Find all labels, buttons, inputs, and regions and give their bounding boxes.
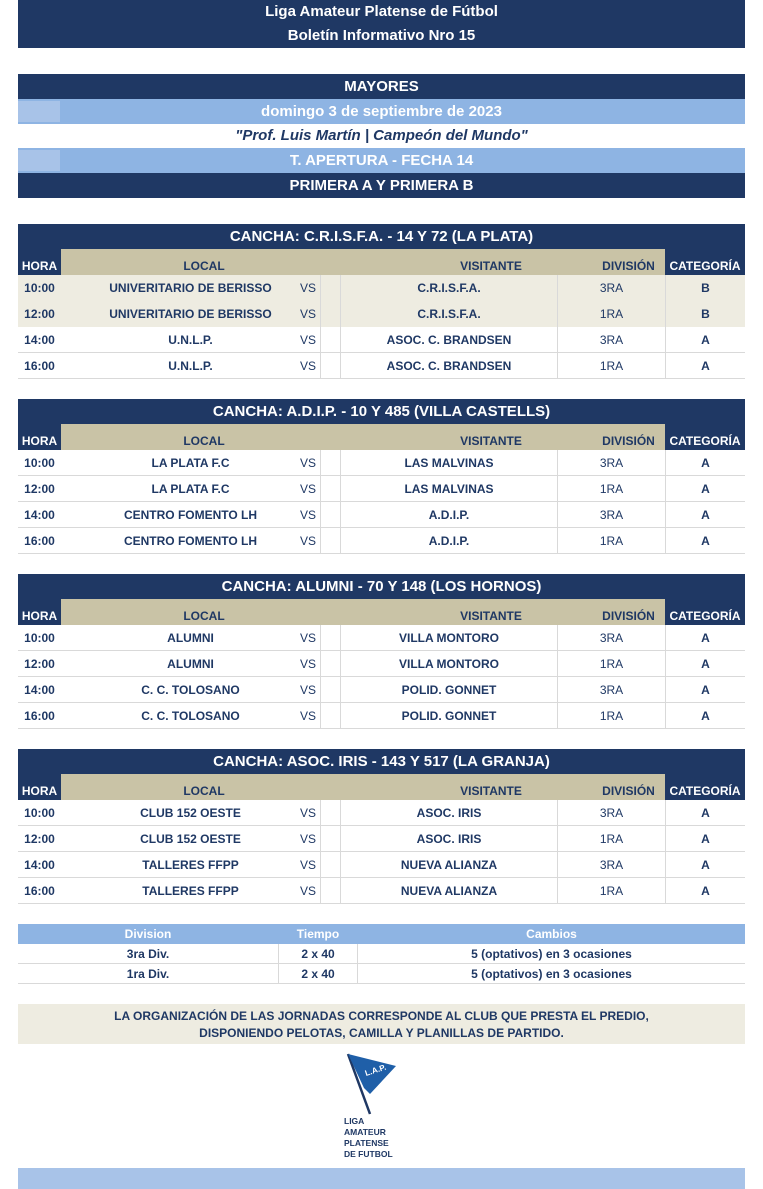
legend-division-header: Division [124, 927, 172, 941]
vs-label: VS [299, 709, 316, 723]
vs-label: VS [299, 832, 316, 846]
organization-note [18, 1004, 745, 1044]
match-category: A [665, 625, 745, 651]
venue-title: CANCHA: C.R.I.S.F.A. - 14 Y 72 (LA PLATA) [18, 224, 745, 249]
match-time: 12:00 [24, 832, 55, 846]
away-team: NUEVA ALIANZA [340, 852, 558, 878]
col-hora: HORA [18, 774, 61, 800]
match-time: 12:00 [24, 657, 55, 671]
match-division: 1RA [599, 534, 624, 548]
match-time: 14:00 [24, 508, 55, 522]
venue-table [18, 574, 745, 729]
match-time: 16:00 [24, 534, 55, 548]
home-team: LA PLATA F.C [61, 450, 321, 476]
match-row [18, 502, 745, 528]
vs-label: VS [299, 534, 316, 548]
col-hora: HORA [18, 599, 61, 625]
match-category: A [665, 502, 745, 528]
match-category: A [665, 852, 745, 878]
home-team: C. C. TOLOSANO [61, 677, 321, 703]
column-header-row [18, 599, 745, 625]
legend-cambios-header: Cambios [526, 927, 577, 941]
match-division: 3RA [599, 333, 624, 347]
bulletin-header [18, 0, 745, 48]
match-category: A [665, 327, 745, 353]
match-row [18, 301, 745, 327]
home-team: TALLERES FFPP [61, 878, 321, 904]
vs-label: VS [299, 359, 316, 373]
match-category: A [665, 450, 745, 476]
vs-label: VS [299, 456, 316, 470]
away-team: LAS MALVINAS [340, 450, 558, 476]
legend-tiempo-header: Tiempo [296, 927, 340, 941]
match-category: A [665, 677, 745, 703]
logo-text-line: DE FUTBOL [344, 1149, 393, 1159]
away-team: C.R.I.S.F.A. [340, 275, 558, 301]
away-team: A.D.I.P. [340, 528, 558, 554]
bulletin-number: Boletín Informativo Nro 15 [287, 27, 476, 44]
note-line: LA ORGANIZACIÓN DE LAS JORNADAS CORRESPONDE AL CLUB QUE PRESTA EL PREDIO, [114, 1009, 649, 1023]
match-row [18, 353, 745, 379]
vs-label: VS [299, 281, 316, 295]
match-division: 1RA [599, 307, 624, 321]
dedication: "Prof. Luis Martín | Campeón del Mundo" [18, 124, 745, 148]
match-row [18, 677, 745, 703]
col-hora: HORA [18, 424, 61, 450]
home-team: CLUB 152 OESTE [61, 826, 321, 852]
home-team: U.N.L.P. [61, 353, 321, 379]
band-tab [18, 150, 60, 171]
col-local: LOCAL [183, 784, 225, 798]
home-team: U.N.L.P. [61, 327, 321, 353]
match-row [18, 275, 745, 301]
logo-flag-text: L.A.P. [363, 1062, 388, 1078]
date-band [18, 99, 745, 124]
match-row [18, 450, 745, 476]
match-row [18, 528, 745, 554]
venue-table [18, 224, 745, 379]
legend-division: 1ra Div. [126, 967, 170, 981]
match-division: 1RA [599, 359, 624, 373]
legend-header [18, 924, 745, 944]
home-team: C. C. TOLOSANO [61, 703, 321, 729]
match-category: A [665, 651, 745, 677]
away-team: ASOC. C. BRANDSEN [340, 327, 558, 353]
col-categoria: CATEGORÍA [665, 599, 745, 625]
match-category: B [665, 275, 745, 301]
category-title: PRIMERA A Y PRIMERA B [18, 173, 745, 198]
away-team: LAS MALVINAS [340, 476, 558, 502]
match-category: A [665, 528, 745, 554]
match-division: 1RA [599, 482, 624, 496]
logo-text-line: AMATEUR [344, 1127, 386, 1137]
col-visitante: VISITANTE [460, 609, 522, 623]
section-title: MAYORES [18, 74, 745, 99]
match-time: 16:00 [24, 884, 55, 898]
logo-text-line: LIGA [344, 1116, 365, 1126]
col-categoria: CATEGORÍA [665, 249, 745, 275]
match-time: 16:00 [24, 359, 55, 373]
col-header-band [61, 774, 665, 800]
venue-table [18, 399, 745, 554]
match-division: 3RA [599, 631, 624, 645]
match-time: 12:00 [24, 482, 55, 496]
col-local: LOCAL [183, 259, 225, 273]
footer-band [18, 1168, 745, 1189]
legend-row [18, 964, 745, 984]
tournament-round: T. APERTURA - FECHA 14 [289, 152, 474, 169]
match-division: 3RA [599, 456, 624, 470]
match-row [18, 703, 745, 729]
vs-label: VS [299, 858, 316, 872]
home-team: LA PLATA F.C [61, 476, 321, 502]
legend-cambios: 5 (optativos) en 3 ocasiones [471, 947, 632, 961]
match-category: B [665, 301, 745, 327]
match-division: 3RA [599, 806, 624, 820]
match-row [18, 476, 745, 502]
match-division: 3RA [599, 858, 624, 872]
match-row [18, 800, 745, 826]
match-row [18, 625, 745, 651]
venue-title: CANCHA: A.D.I.P. - 10 Y 485 (VILLA CASTELLS) [18, 399, 745, 424]
vs-label: VS [299, 482, 316, 496]
away-team: VILLA MONTORO [340, 651, 558, 677]
col-division: DIVISIÓN [602, 609, 655, 623]
match-time: 10:00 [24, 806, 55, 820]
match-category: A [665, 878, 745, 904]
legend-division: 3ra Div. [126, 947, 170, 961]
league-name: Liga Amateur Platense de Fútbol [265, 3, 498, 20]
vs-label: VS [299, 307, 316, 321]
away-team: C.R.I.S.F.A. [340, 301, 558, 327]
home-team: ALUMNI [61, 625, 321, 651]
venue-title: CANCHA: ASOC. IRIS - 143 Y 517 (LA GRANJA) [18, 749, 745, 774]
away-team: POLID. GONNET [340, 703, 558, 729]
col-header-band [61, 599, 665, 625]
away-team: ASOC. IRIS [340, 826, 558, 852]
col-division: DIVISIÓN [602, 259, 655, 273]
col-local: LOCAL [183, 434, 225, 448]
match-division: 3RA [599, 683, 624, 697]
logo-text-line: PLATENSE [344, 1138, 389, 1148]
vs-label: VS [299, 884, 316, 898]
band-tab [18, 101, 60, 122]
home-team: CLUB 152 OESTE [61, 800, 321, 826]
tournament-band [18, 148, 745, 173]
match-row [18, 852, 745, 878]
away-team: ASOC. C. BRANDSEN [340, 353, 558, 379]
col-categoria: CATEGORÍA [665, 424, 745, 450]
home-team: UNIVERITARIO DE BERISSO [61, 275, 321, 301]
col-local: LOCAL [183, 609, 225, 623]
col-header-band [61, 249, 665, 275]
match-category: A [665, 353, 745, 379]
vs-label: VS [299, 657, 316, 671]
col-header-band [61, 424, 665, 450]
match-division: 1RA [599, 884, 624, 898]
legend-row [18, 944, 745, 964]
match-row [18, 878, 745, 904]
away-team: VILLA MONTORO [340, 625, 558, 651]
home-team: TALLERES FFPP [61, 852, 321, 878]
match-division: 1RA [599, 832, 624, 846]
league-logo [340, 1052, 404, 1164]
column-header-row [18, 249, 745, 275]
rules-legend [18, 924, 745, 984]
vs-label: VS [299, 508, 316, 522]
match-row [18, 327, 745, 353]
match-time: 10:00 [24, 281, 55, 295]
match-division: 1RA [599, 709, 624, 723]
legend-cambios: 5 (optativos) en 3 ocasiones [471, 967, 632, 981]
col-visitante: VISITANTE [460, 434, 522, 448]
match-time: 14:00 [24, 333, 55, 347]
column-header-row [18, 424, 745, 450]
vs-label: VS [299, 631, 316, 645]
match-category: A [665, 703, 745, 729]
match-category: A [665, 800, 745, 826]
home-team: UNIVERITARIO DE BERISSO [61, 301, 321, 327]
vs-label: VS [299, 333, 316, 347]
home-team: CENTRO FOMENTO LH [61, 502, 321, 528]
home-team: CENTRO FOMENTO LH [61, 528, 321, 554]
away-team: ASOC. IRIS [340, 800, 558, 826]
match-category: A [665, 826, 745, 852]
col-division: DIVISIÓN [602, 784, 655, 798]
match-row [18, 826, 745, 852]
match-division: 1RA [599, 657, 624, 671]
legend-tiempo: 2 x 40 [278, 964, 358, 984]
vs-label: VS [299, 683, 316, 697]
away-team: A.D.I.P. [340, 502, 558, 528]
match-division: 3RA [599, 281, 624, 295]
col-visitante: VISITANTE [460, 259, 522, 273]
home-team: ALUMNI [61, 651, 321, 677]
legend-tiempo: 2 x 40 [278, 944, 358, 964]
venue-table [18, 749, 745, 904]
vs-label: VS [299, 806, 316, 820]
note-line: DISPONIENDO PELOTAS, CAMILLA Y PLANILLAS DE PARTIDO. [199, 1026, 564, 1040]
column-header-row [18, 774, 745, 800]
match-time: 10:00 [24, 456, 55, 470]
col-categoria: CATEGORÍA [665, 774, 745, 800]
match-date: domingo 3 de septiembre de 2023 [261, 103, 502, 120]
col-visitante: VISITANTE [460, 784, 522, 798]
match-time: 16:00 [24, 709, 55, 723]
match-time: 12:00 [24, 307, 55, 321]
col-division: DIVISIÓN [602, 434, 655, 448]
match-division: 3RA [599, 508, 624, 522]
away-team: POLID. GONNET [340, 677, 558, 703]
match-time: 10:00 [24, 631, 55, 645]
venue-title: CANCHA: ALUMNI - 70 Y 148 (LOS HORNOS) [18, 574, 745, 599]
col-hora: HORA [18, 249, 61, 275]
match-time: 14:00 [24, 683, 55, 697]
match-time: 14:00 [24, 858, 55, 872]
match-category: A [665, 476, 745, 502]
away-team: NUEVA ALIANZA [340, 878, 558, 904]
match-row [18, 651, 745, 677]
